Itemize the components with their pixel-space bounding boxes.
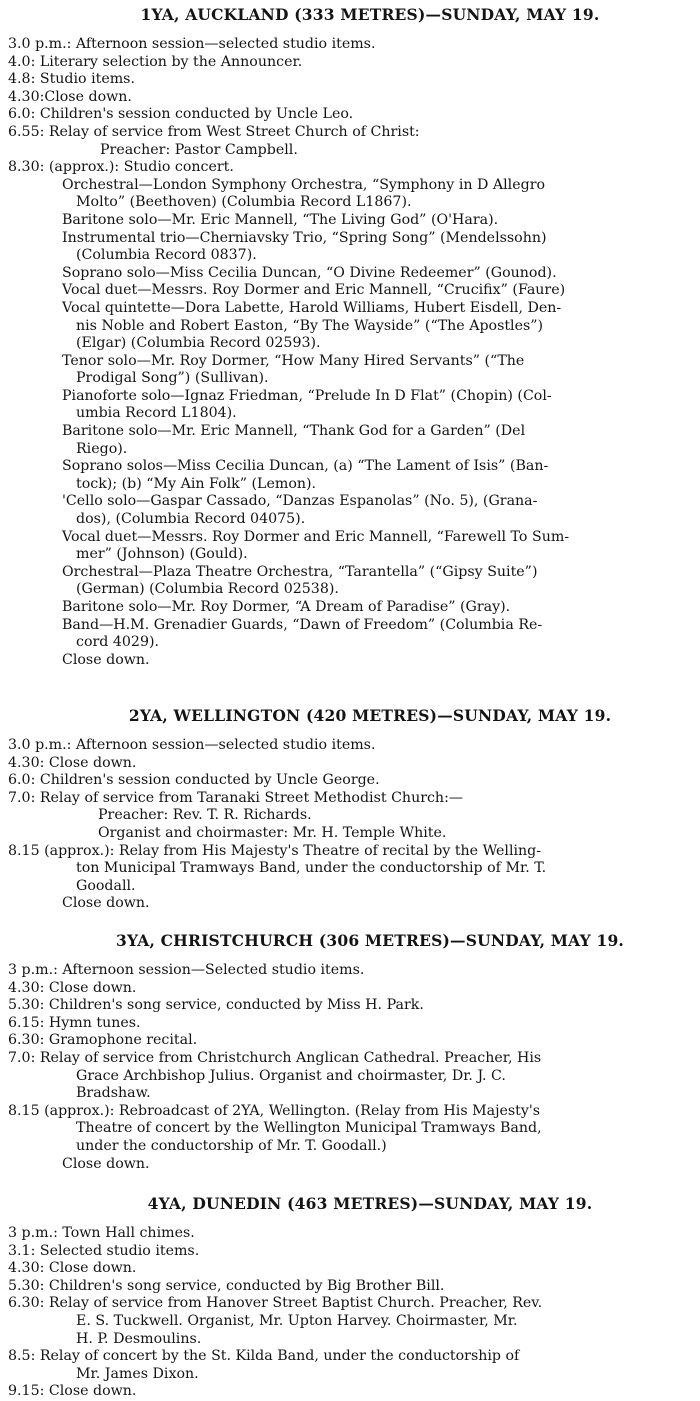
program-entry: under the conductorship of Mr. T. Goodall.)	[76, 1137, 387, 1154]
program-entry: 6.30: Gramophone recital.	[8, 1032, 198, 1049]
program-entry: nis Noble and Robert Easton, “By The Wayside” (“The Apostles”)	[76, 317, 544, 334]
program-entry: 4.30: Close down.	[8, 754, 137, 771]
program-entry: (German) (Columbia Record 02538).	[76, 581, 339, 598]
program-entry: Organist and choirmaster: Mr. H. Temple White.	[98, 824, 447, 841]
program-entry: Close down.	[62, 895, 150, 912]
program-entry: Vocal duet—Messrs. Roy Dormer and Eric Mannell, “Farewell To Sum-	[62, 528, 570, 545]
program-entry: 5.30: Children's song service, conducted by Big Brother Bill.	[8, 1277, 445, 1294]
program-entry: Baritone solo—Mr. Eric Mannell, “Thank God for a Garden” (Del	[62, 423, 526, 440]
program-entry: Baritone solo—Mr. Eric Mannell, “The Living God” (O'Hara).	[62, 211, 499, 228]
program-entry: 8.15 (approx.): Relay from His Majesty's Theatre of recital by the Welling-	[8, 842, 542, 859]
program-entry: (Columbia Record 0837).	[76, 247, 257, 264]
program-entry: Close down.	[62, 651, 150, 668]
program-entry: Orchestral—Plaza Theatre Orchestra, “Tarantella” (“Gipsy Suite”)	[62, 563, 538, 580]
program-entry: 3.0 p.m.: Afternoon session—selected studio items.	[8, 737, 376, 753]
program-entry: cord 4029).	[76, 634, 160, 651]
section-heading: 1YA, AUCKLAND (333 METRES)—SUNDAY, MAY 19.	[140, 5, 600, 24]
program-entry: 6.0: Children's session conducted by Uncle George.	[8, 772, 380, 789]
program-entry: Molto” (Beethoven) (Columbia Record L1867).	[76, 194, 412, 211]
program-entry: umbia Record L1804).	[76, 405, 237, 422]
program-entry: 3.0 p.m.: Afternoon session—selected studio items.	[8, 36, 376, 52]
program-entry: 5.30: Children's song service, conducted by Miss H. Park.	[8, 997, 424, 1014]
program-entry: Soprano solos—Miss Cecilia Duncan, (a) “The Lament of Isis” (Ban-	[62, 458, 549, 475]
program-entry: Riego).	[76, 440, 128, 457]
program-entry: dos), (Columbia Record 04075).	[76, 511, 306, 528]
program-entry: Orchestral—London Symphony Orchestra, “Symphony in D Allegro	[62, 176, 546, 193]
program-entry: tock); (b) “My Ain Folk” (Lemon).	[76, 475, 317, 492]
program-entry: ton Municipal Tramways Band, under the conductorship of Mr. T.	[76, 860, 547, 877]
program-entry: 3 p.m.: Afternoon session—Selected studio items.	[8, 962, 365, 978]
program-entry: 7.0: Relay of service from Taranaki Street Methodist Church:—	[8, 789, 464, 806]
program-entry: H. P. Desmoulins.	[76, 1330, 202, 1347]
program-entry: Soprano solo—Miss Cecilia Duncan, “O Divine Redeemer” (Gounod).	[62, 264, 557, 281]
program-entry: 8.15 (approx.): Rebroadcast of 2YA, Wellington. (Relay from His Majesty's	[8, 1102, 541, 1119]
program-entry: Baritone solo—Mr. Roy Dormer, “A Dream of Paradise” (Gray).	[62, 599, 511, 615]
program-entry: 3.1: Selected studio items.	[8, 1242, 200, 1259]
program-entry: 6.15: Hymn tunes.	[8, 1014, 141, 1031]
program-entry: 'Cello solo—Gaspar Cassado, “Danzas Espanolas” (No. 5), (Grana-	[62, 493, 538, 510]
section-heading: 2YA, WELLINGTON (420 METRES)—SUNDAY, MAY 19.	[128, 706, 612, 725]
program-entry: 7.0: Relay of service from Christchurch Anglican Cathedral. Preacher, His	[8, 1049, 542, 1066]
program-entry: Bradshaw.	[76, 1085, 151, 1102]
program-entry: Grace Archbishop Julius. Organist and choirmaster, Dr. J. C.	[76, 1067, 506, 1084]
program-entry: Prodigal Song”) (Sullivan).	[76, 370, 269, 387]
program-entry: Instrumental trio—Cherniavsky Trio, “Spring Song” (Mendelssohn)	[62, 229, 547, 246]
program-entry: 4.30: Close down.	[8, 979, 137, 996]
program-entry: Vocal quintette—Dora Labette, Harold Williams, Hubert Eisdell, Den-	[62, 299, 562, 316]
program-entry: 6.0: Children's session conducted by Uncle Leo.	[8, 106, 354, 123]
section-heading: 3YA, CHRISTCHURCH (306 METRES)—SUNDAY, MAY 19.	[115, 931, 625, 950]
program-entry: 9.15: Close down.	[8, 1383, 137, 1400]
program-entry: 4.8: Studio items.	[8, 71, 135, 88]
station-section-2ya	[0, 707, 700, 913]
program-entry: mer” (Johnson) (Gould).	[76, 546, 248, 563]
program-entry: Vocal duet—Messrs. Roy Dormer and Eric Mannell, “Crucifix” (Faure)	[62, 282, 566, 299]
program-entry: 4.30: Close down.	[8, 1260, 137, 1277]
program-entry: Tenor solo—Mr. Roy Dormer, “How Many Hired Servants” (“The	[62, 352, 525, 369]
program-list	[0, 36, 700, 669]
program-entry: (Elgar) (Columbia Record 02593).	[76, 335, 321, 352]
program-list	[0, 737, 700, 913]
program-entry: 3 p.m.: Town Hall chimes.	[8, 1225, 195, 1241]
program-entry: Band—H.M. Grenadier Guards, “Dawn of Freedom” (Columbia Re-	[62, 616, 543, 633]
program-entry: 6.30: Relay of service from Hanover Street Baptist Church. Preacher, Rev.	[8, 1295, 543, 1312]
program-entry: 6.55: Relay of service from West Street Church of Christ:	[8, 123, 420, 140]
program-list	[0, 1225, 700, 1401]
program-entry: Close down.	[62, 1155, 150, 1172]
program-entry: E. S. Tuckwell. Organist, Mr. Upton Harvey. Choirmaster, Mr.	[76, 1312, 518, 1329]
program-entry: Theatre of concert by the Wellington Municipal Tramways Band,	[76, 1120, 542, 1137]
program-entry: Goodall.	[76, 877, 136, 894]
station-section-3ya	[0, 932, 700, 1173]
program-entry: 4.30:Close down.	[8, 88, 132, 105]
program-entry: Preacher: Rev. T. R. Richards.	[98, 807, 312, 824]
program-entry: 8.5: Relay of concert by the St. Kilda Band, under the conductorship of	[8, 1348, 520, 1365]
program-entry: 4.0: Literary selection by the Announcer.	[8, 53, 303, 70]
program-entry: Preacher: Pastor Campbell.	[100, 141, 298, 158]
station-section-4ya	[0, 1195, 700, 1401]
section-heading: 4YA, DUNEDIN (463 METRES)—SUNDAY, MAY 19.	[147, 1194, 593, 1213]
program-list	[0, 962, 700, 1173]
station-section-1ya	[0, 6, 700, 669]
program-entry: Mr. James Dixon.	[76, 1365, 199, 1382]
program-entry: Pianoforte solo—Ignaz Friedman, “Prelude In D Flat” (Chopin) (Col-	[62, 387, 552, 404]
program-entry: 8.30: (approx.): Studio concert.	[8, 159, 234, 176]
